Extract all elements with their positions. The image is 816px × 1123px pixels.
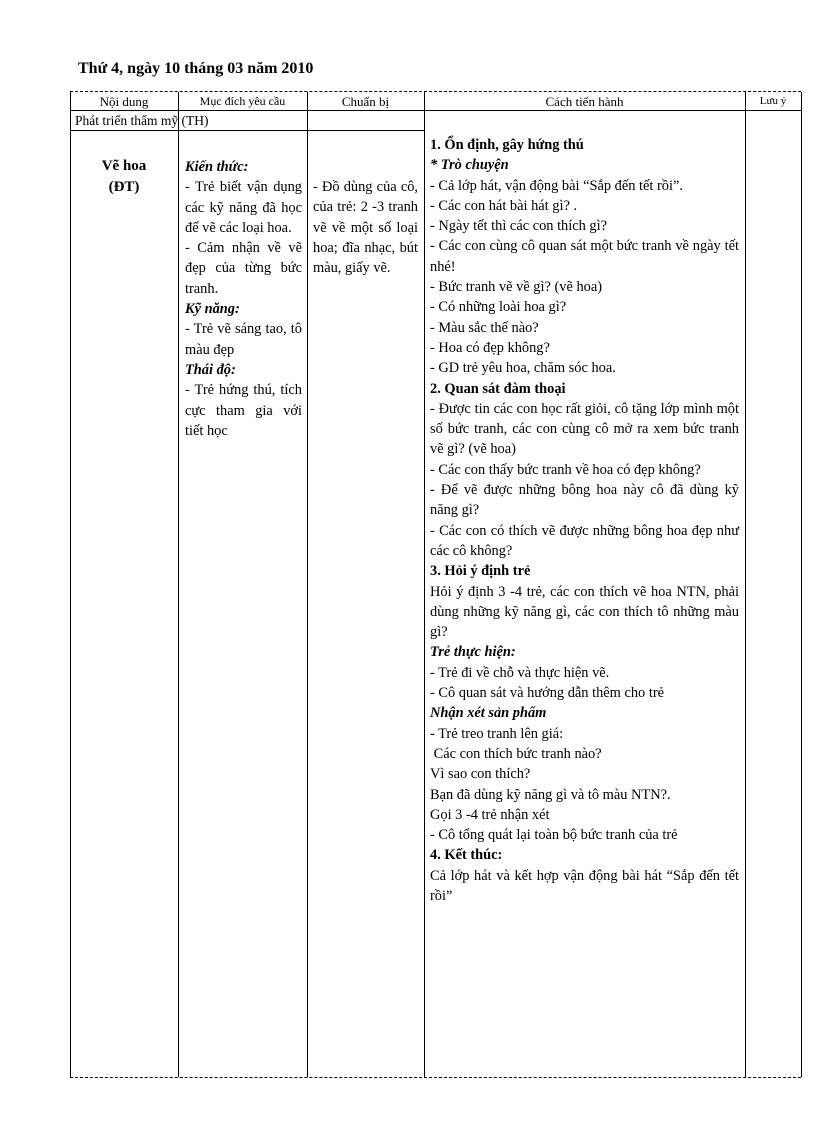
col-border-0 [70,92,71,1077]
step-line: - Hoa có đẹp không? [430,339,550,356]
header-luu-y: Lưu ý [759,95,787,107]
col-border-2 [307,92,308,1077]
step-1-subtitle: * Trò chuyện [430,157,509,174]
step-line: - GD trẻ yêu hoa, chăm sóc hoa. [430,360,616,377]
step-line: Gọi 3 -4 trẻ nhận xét [430,806,550,823]
table-top-border [70,91,801,92]
section-title: Phát triển thẩm mỹ (TH) [75,113,209,128]
step-line: - Cô quan sát và hướng dẫn thêm cho trẻ [430,685,665,702]
kien-thuc-label: Kiến thức: [185,159,249,175]
chuan-bi-cell [313,177,418,278]
thai-do-item: - Trẻ hứng thú, tích cực tham gia với tiết học [185,382,302,439]
chuan-bi-text: - Đồ dùng của cô, của trẻ: 2 -3 tranh vẽ về một số loại hoa; đĩa nhạc, bút màu, giấy vẽ. [313,179,418,277]
kien-thuc-item: - Cảm nhận về vẽ đẹp của từng bức tranh. [185,240,302,297]
step-line: - Trẻ treo tranh lên giá: [430,725,564,742]
step-3-title: 3. Hỏi ý định trẻ [430,563,531,580]
lesson-subtitle: (ĐT) [108,179,140,195]
step-line: - Các con thấy bức tranh về hoa có đẹp không? [430,461,701,478]
step-4-title: 4. Kết thúc: [430,847,503,864]
noi-dung-cell [70,156,178,198]
step-line: Vì sao con thích? [430,766,531,783]
step-3-subtitle-2: Nhận xét sản phẩm [430,705,547,722]
step-line: Các con thích bức tranh nào? [430,745,602,762]
lesson-title: Vẽ hoa [101,158,147,174]
step-line: - Cả lớp hát, vận động bài “Sắp đến tết rồi”. [430,177,683,194]
kien-thuc-item: - Trẻ biết vận dụng các kỹ năng đã học để vẽ các loại hoa. [185,179,302,236]
header-noi-dung: Nội dung [99,94,149,109]
step-line: Bạn đã dùng kỹ năng gì và tô màu NTN?. [430,786,671,803]
col-border-4 [745,92,746,1077]
step-line: - Để vẽ được những bông hoa này cô đã dùng kỹ năng gì? [430,482,739,519]
step-line: - Các con hát bài hát gì? . [430,197,578,214]
step-line: - Trẻ đi về chỗ và thực hiện vẽ. [430,664,610,681]
step-line: - Cô tổng quát lại toàn bộ bức tranh của trẻ [430,827,678,844]
step-1-title: 1. Ổn định, gây hứng thú [430,137,584,153]
step-2-title: 2. Quan sát đàm thoại [430,380,566,397]
ky-nang-label: Kỹ năng: [185,301,240,318]
ky-nang-item: - Trẻ vẽ sáng tao, tô màu đẹp [185,321,302,358]
step-line: - Có những loài hoa gì? [430,299,567,316]
step-line: - Ngày tết thì các con thích gì? [430,218,608,235]
date-heading: Thứ 4, ngày 10 tháng 03 năm 2010 [78,60,314,77]
cach-tien-hanh-cell [430,135,739,906]
thai-do-label: Thái độ: [185,361,236,378]
col-border-1 [178,110,179,1077]
step-line: Cả lớp hát và kết hợp vận động bài hát “Sắp đến tết rồi” [430,867,739,904]
step-line: - Các con có thích vẽ được những bông hoa đẹp như các cô không? [430,522,739,559]
col-border-5 [801,92,802,1077]
step-line: - Được tin các con học rất giỏi, cô tặng lớp mình một số bức tranh, các con cùng cô mở ra xem bức tranh vẽ gì? (vẽ hoa) [430,400,739,458]
step-3-subtitle: Trẻ thực hiện: [430,644,516,661]
col-border-3 [424,92,425,1077]
header-muc-dich: Mục đích yêu cầu [199,94,286,108]
header-chuan-bi: Chuẩn bị [341,94,390,109]
table-bottom-border [70,1077,801,1078]
step-line: - Bức tranh vẽ về gì? (vẽ hoa) [430,279,603,296]
step-line: Hỏi ý định 3 -4 trẻ, các con thích vẽ hoa NTN, phải dùng những kỹ năng gì, các con thích tô những màu gì? [430,583,739,641]
step-line: - Các con cùng cô quan sát một bức tranh về ngày tết nhé! [430,238,739,275]
step-line: - Màu sắc thế nào? [430,319,539,336]
muc-dich-cell [185,157,302,441]
section-divider [70,130,424,131]
header-cach-tien-hanh: Cách tiến hành [545,94,624,109]
